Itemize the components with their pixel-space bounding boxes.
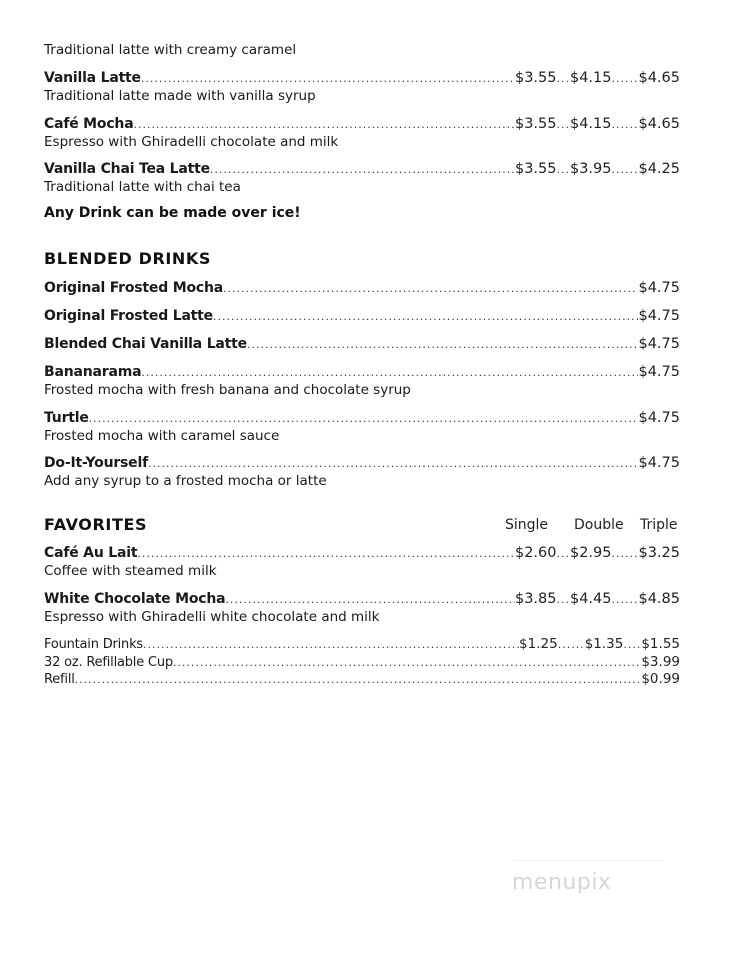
price-triple: $4.65 [638, 70, 680, 86]
ice-note: Any Drink can be made over ice! [44, 205, 301, 221]
item-description: Espresso with Ghiradelli white chocolate and milk [44, 609, 380, 625]
price-double: $4.45 [569, 591, 612, 607]
price-single: $2.60 [514, 545, 557, 561]
item-price: $4.75 [638, 410, 680, 426]
dot-leader [225, 590, 515, 609]
menu-item-turtle [44, 408, 680, 428]
dot-leader [148, 454, 639, 473]
dot-leader [173, 654, 641, 671]
menu-item-do-it-yourself [44, 453, 680, 473]
dot-leader [75, 671, 642, 688]
section-heading-favorites: FAVORITES [44, 515, 148, 534]
item-name: Vanilla Latte [44, 70, 141, 86]
price-single: $3.85 [514, 591, 557, 607]
price-double: $2.95 [569, 545, 612, 561]
menu-item-original-frosted-latte [44, 306, 680, 326]
watermark-logo: menupix [512, 870, 612, 895]
price-single: $3.55 [514, 116, 557, 132]
item-name: Do-It-Yourself [44, 455, 148, 471]
price-triple: $4.85 [638, 591, 680, 607]
menu-item-refill [44, 670, 680, 688]
item-price: $4.75 [638, 280, 680, 296]
item-price: $4.75 [638, 455, 680, 471]
dot-leader [137, 544, 515, 563]
dot-leader [247, 335, 639, 354]
item-name: Blended Chai Vanilla Latte [44, 336, 247, 352]
menu-item-white-chocolate-mocha: White Chocolate Mocha ..... $3.85 ... $4.45 ...... $4.85 [44, 589, 680, 609]
dot-leader [223, 279, 639, 298]
price-double: $4.15 [569, 116, 612, 132]
section-heading-blended: BLENDED DRINKS [44, 249, 212, 268]
item-price: $4.75 [638, 308, 680, 324]
price-medium: $1.35 [584, 636, 624, 652]
item-description: Traditional latte made with vanilla syrup [44, 88, 316, 104]
price-triple: $4.65 [638, 116, 680, 132]
menu-item-vanilla-latte: Vanilla Latte ..... $3.55 ... $4.15 ...... $4.65 [44, 68, 680, 88]
dot-leader [213, 307, 639, 326]
item-name: Fountain Drinks [44, 637, 144, 652]
price-small: $1.25 [519, 636, 558, 652]
column-header-single: Single [505, 517, 549, 533]
column-header-double: Double [574, 517, 624, 533]
item-description: Frosted mocha with fresh banana and chocolate syrup [44, 382, 411, 398]
item-description: Espresso with Ghiradelli chocolate and milk [44, 134, 339, 150]
item-name: Refill [44, 672, 75, 687]
dot-leader [143, 636, 519, 653]
item-description: Frosted mocha with caramel sauce [44, 428, 280, 444]
item-description: Traditional latte with chai tea [44, 179, 241, 195]
menu-item-blended-chai-vanilla-latte [44, 334, 680, 354]
price-triple: $4.25 [638, 161, 680, 177]
item-name: White Chocolate Mocha [44, 591, 226, 607]
item-price: $0.99 [641, 671, 680, 687]
item-name: 32 oz. Refillable Cup [44, 655, 173, 670]
price-single: $3.55 [514, 70, 557, 86]
menu-item-bananarama [44, 362, 680, 382]
item-name: Café Mocha [44, 116, 134, 132]
watermark-rule [514, 860, 664, 861]
item-name: Original Frosted Latte [44, 308, 213, 324]
item-name: Café Au Lait [44, 545, 138, 561]
item-description: Add any syrup to a frosted mocha or latte [44, 473, 327, 489]
menu-item-original-frosted-mocha [44, 278, 680, 298]
item-price: $4.75 [638, 364, 680, 380]
menu-item-cafe-au-lait: Café Au Lait ..... $2.60 ... $2.95 ...... $3.25 [44, 543, 680, 563]
item-description: Coffee with steamed milk [44, 563, 217, 579]
menu-item-refillable-cup [44, 653, 680, 671]
menu-item-vanilla-chai-tea-latte: Vanilla Chai Tea Latte ..... $3.55 ... $3.95 ...... $4.25 [44, 159, 680, 179]
item-name: Original Frosted Mocha [44, 280, 223, 296]
price-single: $3.55 [514, 161, 557, 177]
item-name: Vanilla Chai Tea Latte [44, 161, 210, 177]
item-price: $4.75 [638, 336, 680, 352]
price-double: $4.15 [569, 70, 612, 86]
item-description: Traditional latte with creamy caramel [44, 42, 297, 58]
price-triple: $3.25 [638, 545, 680, 561]
item-price: $3.99 [641, 654, 680, 670]
dot-leader [141, 69, 515, 88]
menu-item-fountain-drinks: Fountain Drinks ..... $1.25 ...... $1.35 .... $1.55 [44, 635, 680, 653]
column-header-triple: Triple [640, 517, 678, 533]
price-large: $1.55 [641, 636, 680, 652]
dot-leader [133, 115, 515, 134]
item-name: Bananarama [44, 364, 142, 380]
dot-leader [141, 363, 638, 382]
menu-item-cafe-mocha: Café Mocha ..... $3.55 ... $4.15 ...... $4.65 [44, 114, 680, 134]
item-name: Turtle [44, 410, 89, 426]
dot-leader [89, 409, 639, 428]
price-double: $3.95 [569, 161, 612, 177]
dot-leader [210, 160, 515, 179]
